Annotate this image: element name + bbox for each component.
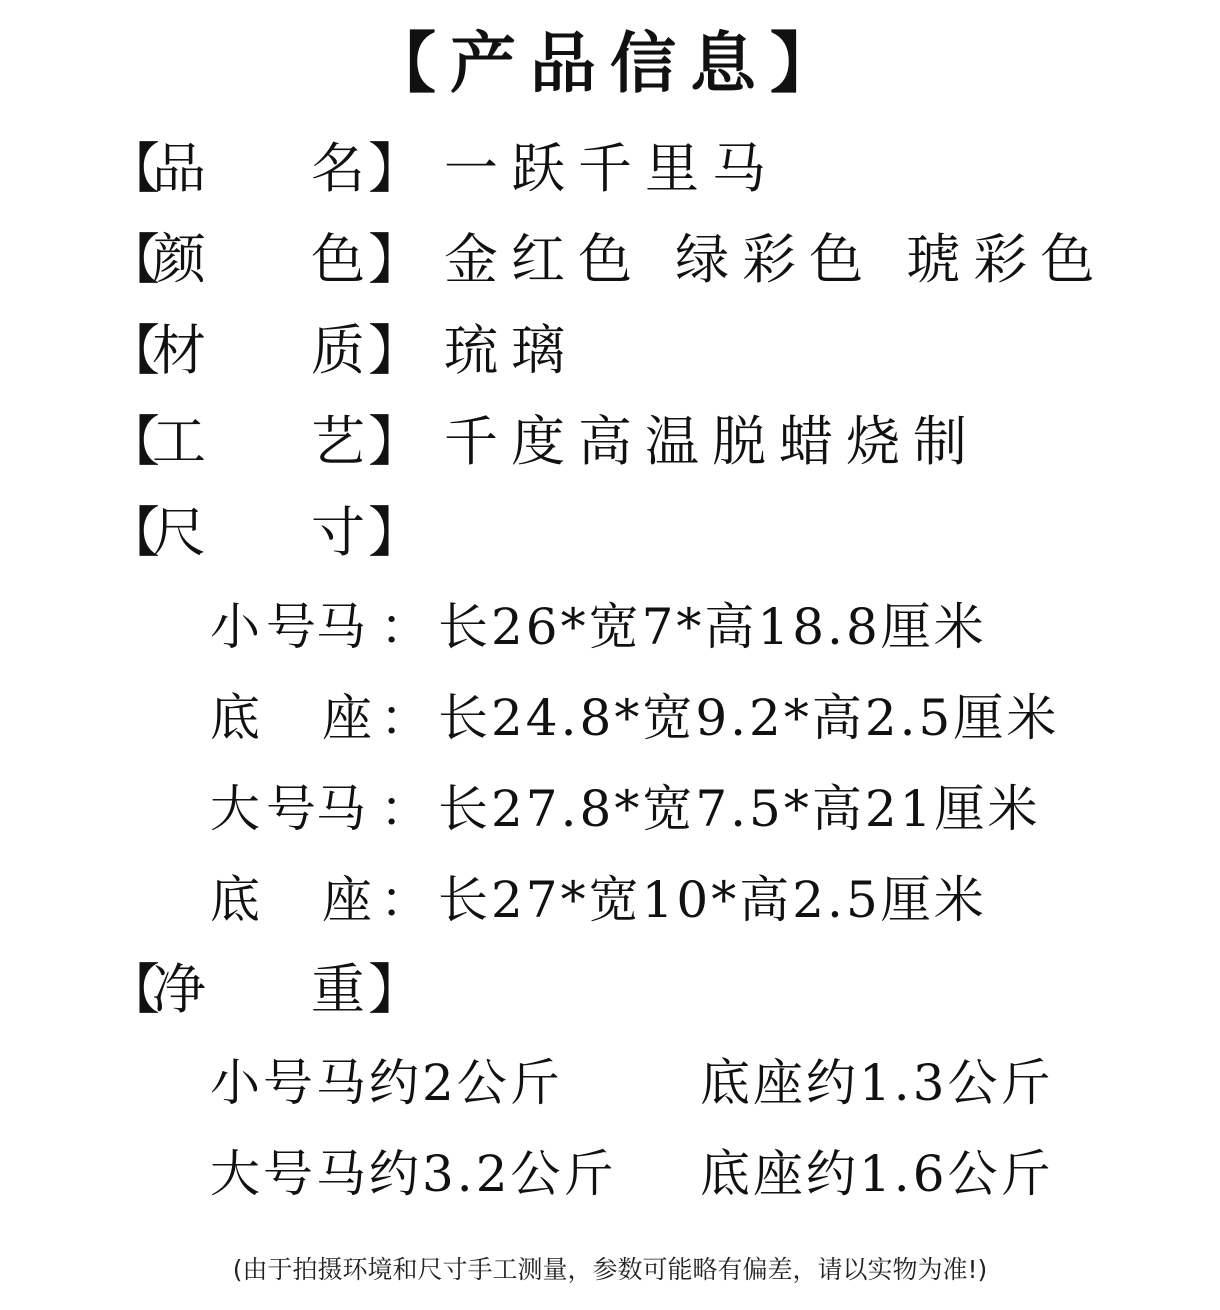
label-char: 重	[311, 958, 365, 1021]
bracket-open: 【	[106, 137, 160, 200]
field-label	[106, 498, 422, 568]
bracket-close: 】	[368, 319, 422, 382]
field-label	[106, 225, 422, 295]
colon: ：	[380, 780, 430, 838]
disclaimer-note: (由于拍摄环境和尺寸手工测量，参数可能略有偏差，请以实物为准!)	[232, 1255, 988, 1284]
label-char: 工	[152, 410, 206, 473]
field-value: 千度高温脱蜡烧制	[444, 410, 980, 473]
label-char: 尺	[152, 501, 206, 564]
label-char: 品	[152, 137, 206, 200]
weight-row	[210, 1139, 1054, 1209]
field-label	[106, 134, 422, 204]
page-title: 【产品信息】	[370, 24, 850, 102]
label-char: 名	[311, 137, 365, 200]
size-value: 长27*宽10*高2.5厘米	[438, 871, 987, 929]
size-label: 底	[210, 689, 260, 747]
colon: ：	[380, 689, 430, 747]
field-value: 金红色 绿彩色 琥彩色	[444, 228, 1108, 291]
weight-row	[210, 1048, 1054, 1118]
base-weight: 底座约1.6公斤	[700, 1145, 1054, 1203]
size-label: 大	[210, 780, 260, 838]
field-label	[106, 955, 422, 1025]
label-char: 色	[311, 228, 365, 291]
label-char: 材	[152, 319, 206, 382]
bracket-open: 【	[106, 410, 160, 473]
colon: ：	[380, 871, 430, 929]
bracket-close: 】	[368, 137, 422, 200]
label-char: 净	[152, 958, 206, 1021]
colon: ：	[380, 598, 430, 656]
bracket-open: 【	[106, 319, 160, 382]
horse-weight: 大号马约3.2公斤	[210, 1145, 617, 1203]
bracket-close: 】	[368, 228, 422, 291]
size-label: 小	[210, 598, 260, 656]
field-label	[106, 316, 422, 386]
field-value: 一跃千里马	[444, 137, 779, 200]
field-label	[106, 407, 422, 477]
bracket-open: 【	[106, 228, 160, 291]
size-label: 号马	[266, 598, 366, 656]
field-value: 琉璃	[444, 319, 578, 382]
base-weight: 底座约1.3公斤	[700, 1054, 1054, 1112]
label-char: 艺	[311, 410, 365, 473]
size-value: 长26*宽7*高18.8厘米	[438, 598, 987, 656]
size-label: 座	[322, 871, 372, 929]
label-char: 质	[311, 319, 365, 382]
size-value: 长27.8*宽7.5*高21厘米	[438, 780, 1041, 838]
bracket-close: 】	[368, 501, 422, 564]
bracket-open: 【	[106, 958, 160, 1021]
size-label: 座	[322, 689, 372, 747]
bracket-open: 【	[106, 501, 160, 564]
size-label: 号马	[266, 780, 366, 838]
horse-weight: 小号马约2公斤	[210, 1054, 563, 1112]
label-char: 寸	[311, 501, 365, 564]
label-char: 颜	[152, 228, 206, 291]
size-value: 长24.8*宽9.2*高2.5厘米	[438, 689, 1060, 747]
bracket-close: 】	[368, 958, 422, 1021]
bracket-close: 】	[368, 410, 422, 473]
size-label: 底	[210, 871, 260, 929]
